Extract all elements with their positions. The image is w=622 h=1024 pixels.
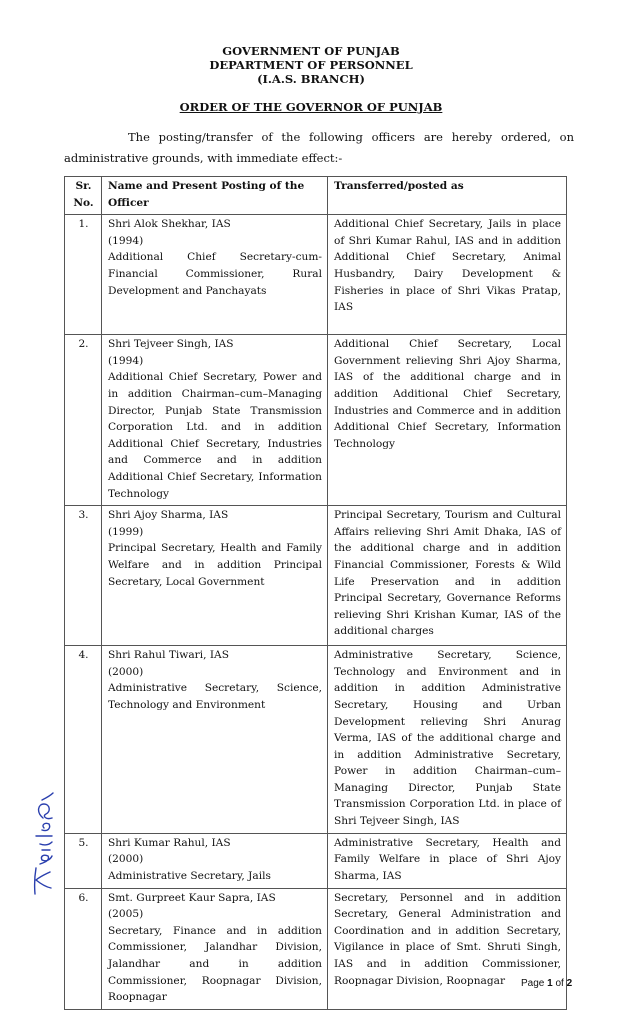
current-page: 1: [547, 978, 553, 989]
header-name-posting: Name and Present Posting of the Officer: [102, 177, 328, 215]
header-sr-no: Sr. No.: [65, 177, 102, 215]
officer-cell: [102, 833, 328, 888]
table-row: [65, 335, 567, 506]
transfer-cell: Additional Chief Secretary, Jails in place of Shri Kumar Rahul, IAS and in addition Additional Chief Secretary, Animal Husbandry, Dairy Development & Fisheries in place of Shri Vikas Pratap, IAS: [328, 215, 567, 335]
header-transferred: Transferred/posted as: [328, 177, 567, 215]
officer-cell: [102, 646, 328, 834]
sr-no-cell: 2.: [65, 335, 102, 506]
officer-cell: [102, 888, 328, 1009]
total-pages: 2: [566, 978, 573, 989]
page-number: [521, 978, 572, 989]
page-label: Page: [521, 978, 545, 989]
intro-paragraph: The posting/transfer of the following officers are hereby ordered, on administrative grounds, with immediate effect:-: [64, 130, 574, 165]
table-row: [65, 506, 567, 646]
officer-batch: (2005): [108, 908, 144, 921]
present-posting: Administrative Secretary, Science, Technology and Environment: [108, 682, 322, 711]
sr-no-cell: 4.: [65, 646, 102, 834]
table-row: [65, 215, 567, 335]
handwritten-signature: [26, 790, 60, 900]
document-header: [0, 44, 622, 86]
present-posting: Additional Chief Secretary-cum-Financial Commissioner, Rural Development and Panchayats: [108, 251, 322, 297]
order-title: ORDER OF THE GOVERNOR OF PUNJAB: [179, 100, 443, 114]
officer-name: Shri Alok Shekhar, IAS: [108, 218, 231, 231]
branch-heading: (I.A.S. BRANCH): [257, 72, 365, 86]
transfer-cell: Principal Secretary, Tourism and Cultural Affairs relieving Shri Amit Dhaka, IAS of the additional charge and in addition Financial Commissioner, Forests & Wild Life Preservation and in addition Principal Secretary, Governance Reforms relieving Shri Krishan Kumar, IAS of the additional charges: [328, 506, 567, 646]
sr-no-cell: 3.: [65, 506, 102, 646]
sr-no-cell: 5.: [65, 833, 102, 888]
transfer-cell: Administrative Secretary, Science, Technology and Environment and in addition in addition Administrative Secretary, Housing and Urban Development relieving Shri Anurag Verma, IAS of the additional charge and in addition Administrative Secretary, Power in addition Chairman–cum–Managing Director, Punjab State Transmission Corporation Ltd. in place of Shri Tejveer Singh, IAS: [328, 646, 567, 834]
officer-name: Smt. Gurpreet Kaur Sapra, IAS: [108, 891, 276, 904]
officer-name: Shri Tejveer Singh, IAS: [108, 338, 234, 351]
officer-name: Shri Rahul Tiwari, IAS: [108, 649, 229, 662]
present-posting: Principal Secretary, Health and Family Welfare and in addition Principal Secretary, Local Government: [108, 542, 322, 588]
officer-batch: (2000): [108, 853, 144, 866]
officer-batch: (1994): [108, 234, 144, 247]
officer-cell: [102, 335, 328, 506]
officer-batch: (1999): [108, 525, 144, 538]
table-row: [65, 833, 567, 888]
department-heading: DEPARTMENT OF PERSONNEL: [209, 58, 413, 72]
officer-name: Shri Ajoy Sharma, IAS: [108, 509, 229, 522]
officer-cell: [102, 506, 328, 646]
officer-batch: (1994): [108, 354, 144, 367]
transfer-table: [64, 176, 567, 1010]
present-posting: Administrative Secretary, Jails: [108, 869, 271, 882]
sr-no-cell: 6.: [65, 888, 102, 1009]
government-heading: GOVERNMENT OF PUNJAB: [222, 44, 400, 58]
transfer-cell: Additional Chief Secretary, Local Government relieving Shri Ajoy Sharma, IAS of the additional charge and in addition Additional Chief Secretary, Industries and Commerce and in addition Additional Chief Secretary, Information Technology: [328, 335, 567, 506]
page-of: of: [555, 978, 564, 989]
present-posting: Additional Chief Secretary, Power and in addition Chairman–cum–Managing Director, Punjab State Transmission Corporation Ltd. and in addition Additional Chief Secretary, Industries and Commerce and in addition Additional Chief Secretary, Information Technology: [108, 371, 322, 500]
present-posting: Secretary, Finance and in addition Commissioner, Jalandhar Division, Jalandhar and in addition Commissioner, Roopnagar Division, Roopnagar: [108, 924, 322, 1004]
officer-name: Shri Kumar Rahul, IAS: [108, 836, 231, 849]
officer-batch: (2000): [108, 665, 144, 678]
sr-no-cell: 1.: [65, 215, 102, 335]
table-row: [65, 888, 567, 1009]
table-row: [65, 646, 567, 834]
officer-cell: [102, 215, 328, 335]
table-header-row: [65, 177, 567, 215]
transfer-cell: Administrative Secretary, Health and Family Welfare in place of Shri Ajoy Sharma, IAS: [328, 833, 567, 888]
transfer-cell: Secretary, Personnel and in addition Secretary, General Administration and Coordination and in addition Secretary, Vigilance in place of Smt. Shruti Singh, IAS and in addition Commissioner, Roopnagar Division, Roopnagar: [328, 888, 567, 1009]
